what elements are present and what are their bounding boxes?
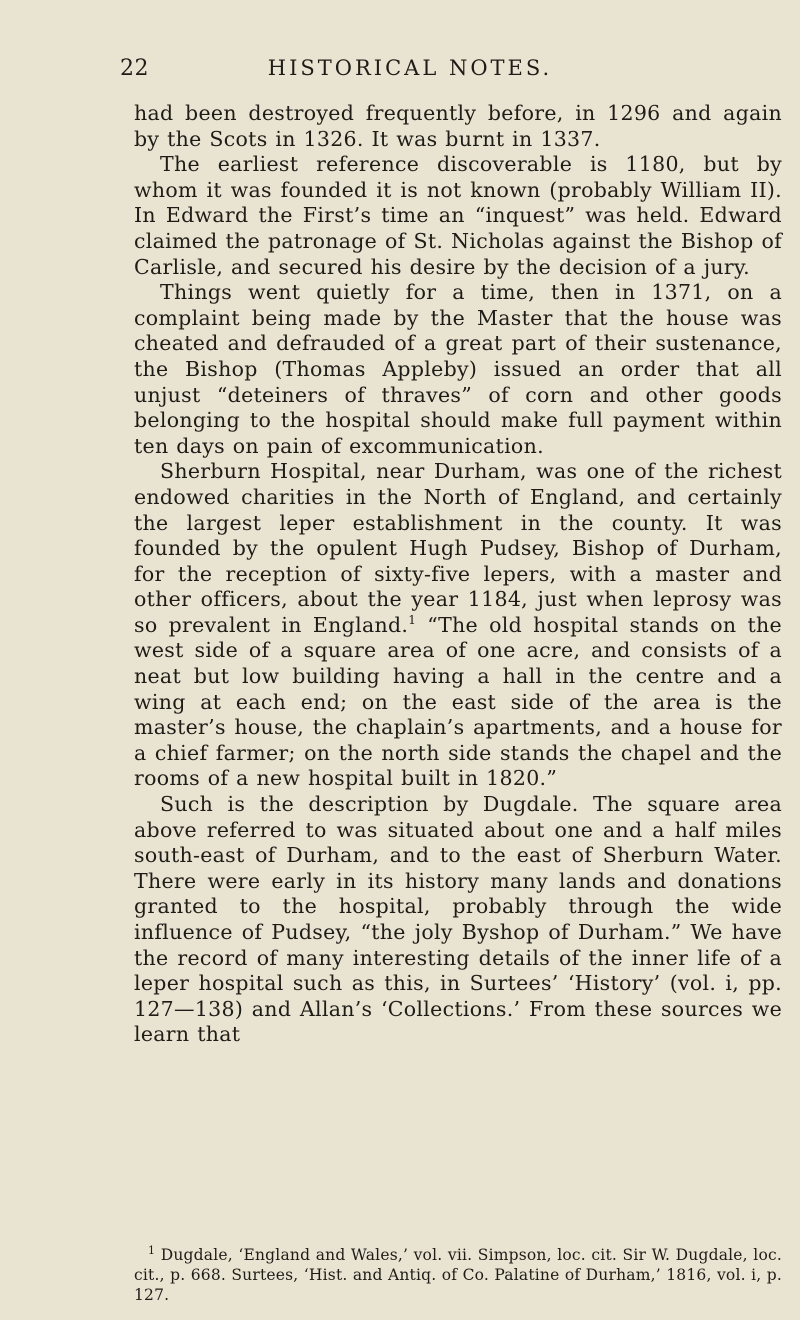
paragraph-sherburn-hospital <box>134 459 782 792</box>
paragraph-appleby-order: Things went quietly for a time, then in 1371, on a complaint being made by the Master that the house was cheated and defrauded of a great part of their sustenance, the Bishop (Thomas Appleby) issued an order that all unjust “deteiners of thraves” of corn and other goods belonging to the hospital should make full payment within ten days on pain of excommunication. <box>134 280 782 458</box>
body-text <box>134 101 782 1048</box>
page-header <box>120 56 700 86</box>
paragraph-opening: had been destroyed frequently before, in 1296 and again by the Scots in 1326. It was burnt in 1337. <box>134 101 782 151</box>
dugdale-quote: “The old hospital stands on the west side of a square area of one acre, and consists of a neat but low building having a hall in the centre and a wing at each end; on the east side of the area is the master’s house, the chaplain’s apartments, and a house for a chief farmer; on the north side stands the chapel and the rooms of a new hospital built in 1820.” <box>134 612 782 791</box>
sherburn-text: Sherburn Hospital, near Durham, was one of the richest endowed charities in the North of England, and certainly the largest leper establishment in the county. It was founded by the opulent Hugh Pudsey, Bishop of Durham, for the reception of sixty-five lepers, with a master and other officers, about the year 1184, just when leprosy was so prevalent in England. <box>134 459 782 637</box>
footnote-marker: 1 <box>148 1243 156 1257</box>
footnote <box>134 1245 782 1305</box>
paragraph-earliest-reference: The earliest reference discoverable is 1180, but by whom it was founded it is not known (probably William II). In Edward the First’s time an “inquest” was held. Edward claimed the patronage of St. Nicholas against the Bishop of Carlisle, and secured his desire by the decision of a jury. <box>134 152 782 279</box>
running-head: HISTORICAL NOTES. <box>267 56 553 80</box>
footnote-reference: 1 <box>408 613 417 628</box>
page-number: 22 <box>120 56 149 81</box>
footnotes <box>134 1245 782 1305</box>
footnote-text: Dugdale, ‘England and Wales,’ vol. vii. Simpson, loc. cit. Sir W. Dugdale, loc. cit., p. 668. Surtees, ‘Hist. and Antiq. of Co. Palatine of Durham,’ 1816, vol. i, p. 127. <box>134 1246 782 1304</box>
paragraph-dugdale-description: Such is the description by Dugdale. The square area above referred to was situated about one and a half miles south-east of Durham, and to the east of Sherburn Water. There were early in its history many lands and donations granted to the hospital, probably through the wide influence of Pudsey, “the joly Byshop of Durham.” We have the record of many interesting details of the inner life of a leper hospital such as this, in Surtees’ ‘History’ (vol. i, pp. 127—138) and Allan’s ‘Collections.’ From these sources we learn that <box>134 792 782 1047</box>
